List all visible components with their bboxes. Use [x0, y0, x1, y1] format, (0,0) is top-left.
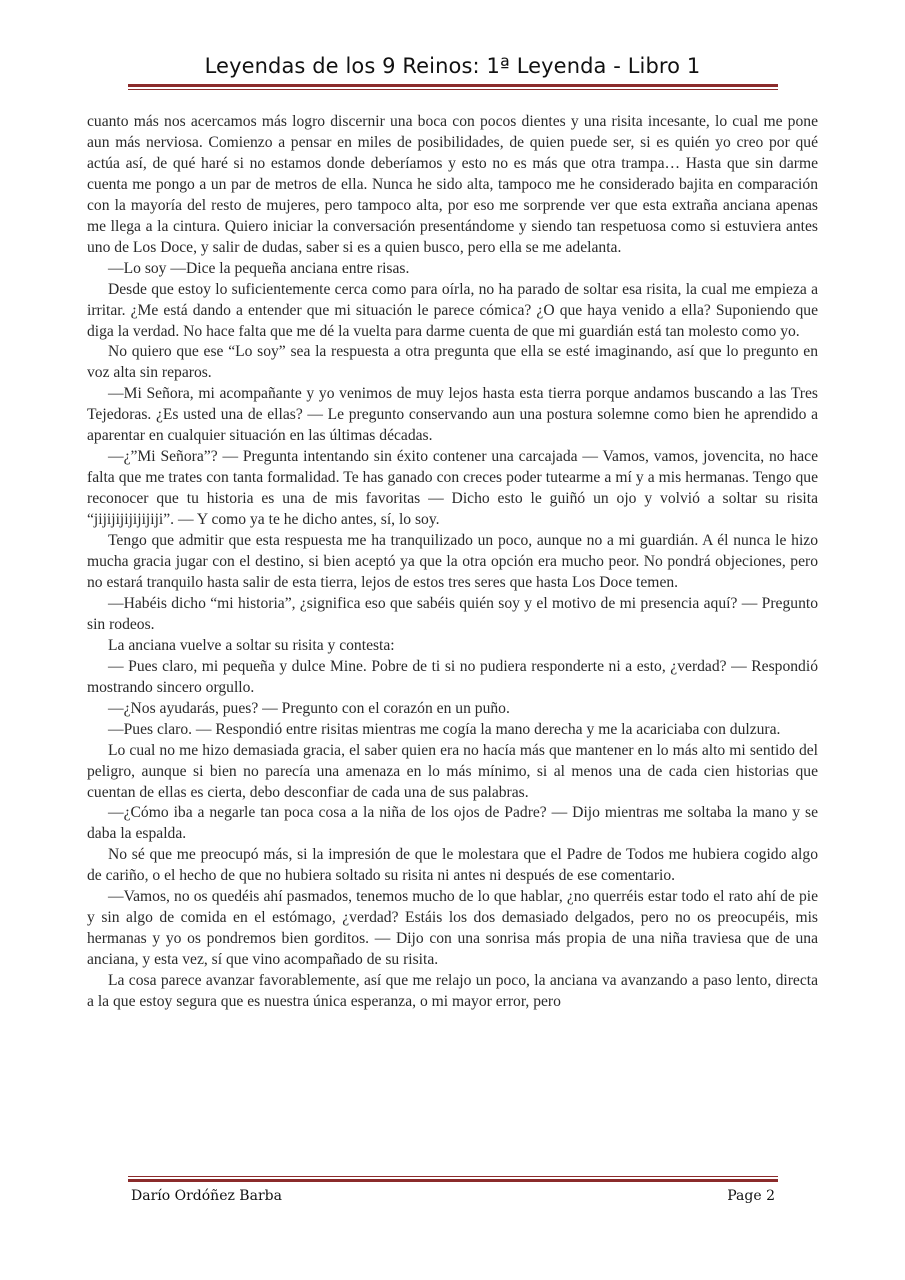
paragraph: —Lo soy —Dice la pequeña anciana entre risas.	[108, 259, 410, 277]
paragraph: —Habéis dicho “mi historia”, ¿significa eso que sabéis quién soy y el motivo de mi presencia aquí? — Pregunto sin rodeos.	[87, 594, 818, 633]
page-header-title: Leyendas de los 9 Reinos: 1ª Leyenda - Libro 1	[204, 54, 701, 78]
paragraph: —Pues claro. — Respondió entre risitas mientras me cogía la mano derecha y me la acariciaba con dulzura.	[108, 720, 781, 738]
footer-author: Darío Ordóñez Barba	[131, 1188, 282, 1204]
paragraph: cuanto más nos acercamos más logro discernir una boca con pocos dientes y una risita incesante, lo cual me pone aun más nerviosa. Comienzo a pensar en miles de posibilidades, de quien puede ser, si es quién yo creo por qué actúa así, de qué haré si no estamos donde deberíamos y esto no es más que otra trampa… Hasta que sin darme cuenta me pongo a un par de metros de ella. Nunca he sido alta, tampoco me he considerado bajita en comparación con la mayoría del resto de mujeres, pero tampoco alta, por eso me sorprende ver que esta extraña anciana apenas me llega a la cintura. Quiero iniciar la conversación presentándome y siendo tan respetuosa como si estuviera antes uno de Los Doce, y salir de dudas, saber si es a quien busco, pero ella se me adelanta.	[87, 113, 818, 256]
body-text	[87, 112, 818, 1013]
paragraph: — Pues claro, mi pequeña y dulce Mine. Pobre de ti si no pudiera responderte ni a esto, ¿verdad? — Respondió mostrando sincero orgullo.	[87, 657, 818, 696]
paragraph: —Vamos, no os quedéis ahí pasmados, tenemos mucho de lo que hablar, ¿no querréis estar todo el rato ahí de pie y sin algo de comida en el estómago, ¿verdad? Estáis los dos demasiado delgados, pero no os preocupéis, mis hermanas y yo os pondremos bien gorditos. — Dijo con una sonrisa más propia de una niña traviesa que de una anciana, y esta vez, sí que vino acompañado de su risita.	[87, 888, 818, 969]
paragraph: La anciana vuelve a soltar su risita y contesta:	[108, 636, 395, 654]
paragraph: Tengo que admitir que esta respuesta me ha tranquilizado un poco, aunque no a mi guardián. A él nunca le hizo mucha gracia jugar con el destino, si bien aceptó ya que la otra opción era mucho peor. No pondrá objeciones, pero no estará tranquilo hasta salir de esta tierra, lejos de estos tres seres que hasta Los Doce temen.	[87, 532, 818, 591]
header-rule-thick	[128, 84, 778, 87]
paragraph: La cosa parece avanzar favorablemente, así que me relajo un poco, la anciana va avanzando a paso lento, directa a la que estoy segura que es nuestra única esperanza, o mi mayor error, pero	[87, 972, 818, 1011]
paragraph: —¿Cómo iba a negarle tan poca cosa a la niña de los ojos de Padre? — Dijo mientras me soltaba la mano y se daba la espalda.	[87, 804, 818, 843]
paragraph: Lo cual no me hizo demasiada gracia, el saber quien era no hacía más que mantener en lo más alto mi sentido del peligro, aunque si bien no parecía una amenaza en lo más mínimo, si al menos una de cada cien historias que cuentan de ellas es cierta, debo desconfiar de cada una de sus palabras.	[87, 741, 818, 801]
header-rule-thin	[128, 89, 778, 90]
footer-page-number: Page 2	[727, 1188, 775, 1204]
paragraph: —¿Nos ayudarás, pues? — Pregunto con el corazón en un puño.	[108, 699, 510, 717]
paragraph: No sé que me preocupó más, si la impresión de que le molestara que el Padre de Todos me hubiera cogido algo de cariño, o el hecho de que no hubiera soltado su risita ni antes ni después de ese comentario.	[87, 846, 818, 885]
paragraph: —¿”Mi Señora”? — Pregunta intentando sin éxito contener una carcajada — Vamos, vamos, jovencita, no hace falta que me trates con tanta formalidad. Te has ganado con creces poder tutearme a mí y a mis hermanas. Tengo que reconocer que tu historia es una de mis favoritas — Dicho esto le guiñó un ojo y volvió a soltar su risita “jijijijijijijiji”. — Y como ya te he dicho antes, sí, lo soy.	[87, 448, 818, 529]
paragraph: Desde que estoy lo suficientemente cerca como para oírla, no ha parado de soltar esa risita, la cual me empieza a irritar. ¿Me está dando a entender que mi situación le parece cómica? ¿O que haya venido a ella? Suponiendo que diga la verdad. No hace falta que me dé la vuelta para darme cuenta de que mi guardián está tan molesto como yo.	[87, 280, 818, 340]
paragraph: No quiero que ese “Lo soy” sea la respuesta a otra pregunta que ella se esté imaginando, así que lo pregunto en voz alta sin reparos.	[87, 343, 818, 382]
paragraph: —Mi Señora, mi acompañante y yo venimos de muy lejos hasta esta tierra porque andamos buscando a las Tres Tejedoras. ¿Es usted una de ellas? — Le pregunto conservando aun una postura solemne como bien he aprendido a aparentar en cualquier situación en las últimas décadas.	[87, 385, 818, 445]
footer-rule-thick	[128, 1179, 778, 1182]
footer-rule-thin	[128, 1176, 778, 1177]
